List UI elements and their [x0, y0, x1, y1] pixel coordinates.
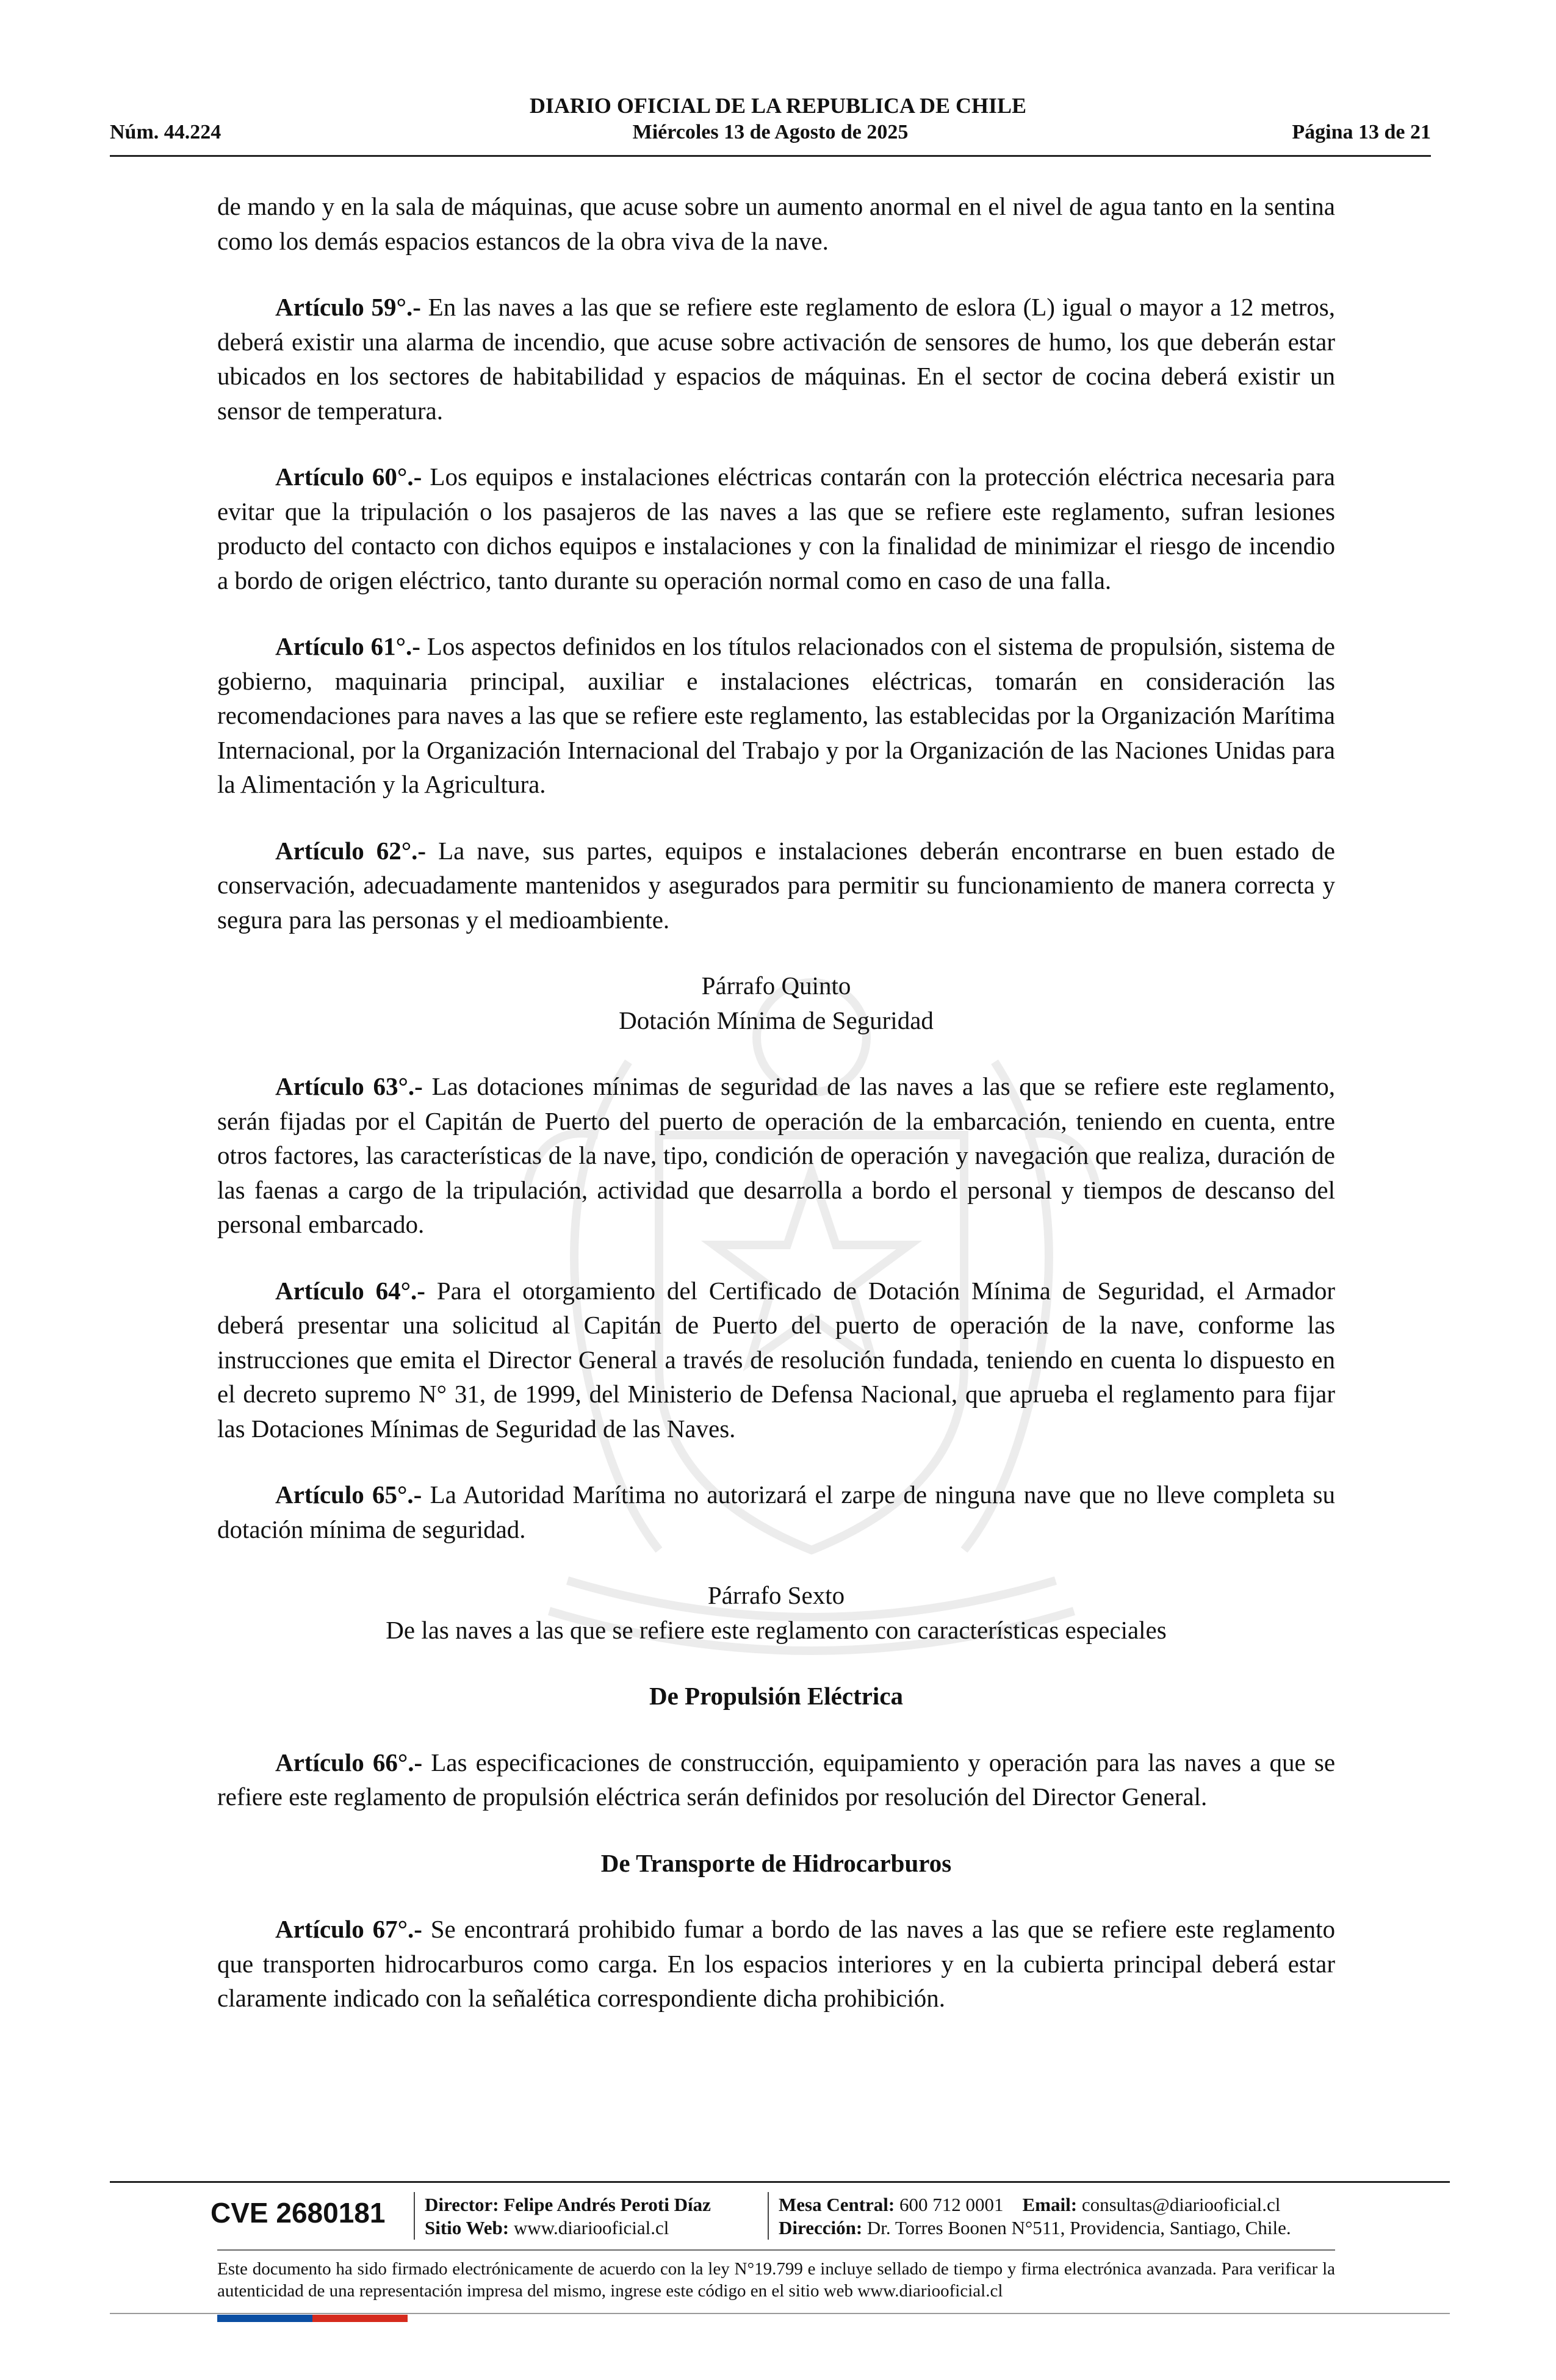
director-name: Felipe Andrés Peroti Díaz	[503, 2194, 711, 2215]
website-label: Sitio Web:	[425, 2217, 510, 2238]
article-61	[217, 629, 1335, 802]
footer-divider-bottom	[110, 2313, 1450, 2314]
article-59	[217, 290, 1335, 428]
footer-director-block	[425, 2193, 711, 2240]
section-number: Párrafo Sexto	[707, 1581, 845, 1609]
article-label: Artículo 62°.-	[275, 836, 427, 865]
address-label: Dirección:	[779, 2217, 863, 2238]
intro-paragraph: de mando y en la sala de máquinas, que acuse sobre un aumento anormal en el nivel de agua tanto en la sentina como los demás espacios estancos de la obra viva de la nave.	[217, 192, 1335, 255]
article-label: Artículo 65°.-	[275, 1480, 422, 1509]
header-row	[110, 121, 1431, 150]
article-text: Se encontrará prohibido fumar a bordo de las naves a las que se refiere este reglamento que transporten hidrocarburos como carga. En los espacios interiores y en la cubierta principal deberá estar claramente indicado con la señalética correspondiente dicha prohibición.	[217, 1915, 1336, 2012]
newspaper-title: DIARIO OFICIAL DE LA REPUBLICA DE CHILE	[529, 93, 1027, 118]
article-65	[217, 1477, 1335, 1546]
article-label: Artículo 59°.-	[275, 293, 421, 321]
article-text: La nave, sus partes, equipos e instalaciones deberán encontrarse en buen estado de conservación, adecuadamente mantenidos y asegurados para permitir su funcionamiento de manera correcta y segura para las personas y el medioambiente.	[217, 836, 1336, 934]
flag-color-bar	[217, 2315, 408, 2322]
issue-number: Núm. 44.224	[110, 121, 222, 143]
email-link[interactable]: consultas@diariooficial.cl	[1081, 2194, 1281, 2215]
article-label: Artículo 66°.-	[275, 1748, 423, 1776]
address-value: Dr. Torres Boonen N°511, Providencia, Santiago, Chile.	[866, 2217, 1291, 2238]
flag-blue-segment	[217, 2315, 312, 2322]
article-62	[217, 834, 1335, 937]
footer-divider-top	[110, 2181, 1450, 2183]
page-indicator: Página 13 de 21	[1292, 121, 1431, 143]
issue-date: Miércoles 13 de Agosto de 2025	[632, 121, 909, 143]
mesa-phone: 600 712 0001	[899, 2194, 1004, 2215]
footer-divider-mid	[217, 2249, 1335, 2251]
section-title: Dotación Mínima de Seguridad	[619, 1006, 934, 1034]
article-label: Artículo 67°.-	[275, 1915, 422, 1943]
section-heading-6	[217, 1578, 1335, 1647]
article-66	[217, 1745, 1335, 1814]
article-text: La Autoridad Marítima no autorizará el zarpe de ninguna nave que no lleve completa su dotación mínima de seguridad.	[217, 1480, 1336, 1543]
legal-notice: Este documento ha sido firmado electrónicamente de acuerdo con la ley N°19.799 e incluye sellado de tiempo y firma electrónica avanzada. Para verificar la autenticidad de una representación impresa del mismo, ingrese este código en el sitio web www.diariooficial.cl	[217, 2259, 1335, 2301]
director-label: Director:	[425, 2194, 499, 2215]
article-text: Las especificaciones de construcción, equipamiento y operación para las naves a que se refiere este reglamento de propulsión eléctrica serán definidos por resolución del Director General.	[217, 1748, 1336, 1811]
article-63	[217, 1069, 1335, 1242]
article-label: Artículo 64°.-	[275, 1276, 425, 1305]
article-text: En las naves a las que se refiere este reglamento de eslora (L) igual o mayor a 12 metros, deberá existir una alarma de incendio, que acuse sobre activación de sensores de humo, los que deberán estar ubicados en los sectores de habitabilidad y espacios de máquinas. En el sector de cocina deberá existir un sensor de temperatura.	[217, 293, 1336, 425]
footer-separator	[768, 2192, 769, 2240]
header-divider	[110, 155, 1431, 157]
section-heading-5	[217, 968, 1335, 1037]
flag-red-segment	[312, 2315, 408, 2322]
article-label: Artículo 63°.-	[275, 1072, 423, 1100]
article-text: Los equipos e instalaciones eléctricas contarán con la protección eléctrica necesaria para evitar que la tripulación o los pasajeros de las naves a las que se refiere este reglamento, sufran lesiones producto del contacto con dichos equipos e instalaciones y con la finalidad de minimizar el riesgo de incendio a bordo de origen eléctrico, tanto durante su operación normal como en caso de una falla.	[217, 463, 1336, 594]
article-label: Artículo 60°.-	[275, 463, 422, 491]
subsection-electric-propulsion: De Propulsión Eléctrica	[649, 1682, 904, 1710]
email-label: Email:	[1022, 2194, 1078, 2215]
document-body	[217, 189, 1335, 2047]
section-title: De las naves a las que se refiere este reglamento con características especiales	[386, 1615, 1167, 1644]
website-link[interactable]: www.diariooficial.cl	[513, 2217, 669, 2238]
article-67	[217, 1912, 1335, 2016]
article-label: Artículo 61°.-	[275, 632, 420, 660]
article-64	[217, 1274, 1335, 1446]
footer-separator	[414, 2192, 415, 2240]
cve-code: CVE 2680181	[211, 2197, 386, 2229]
section-number: Párrafo Quinto	[701, 972, 851, 1000]
mesa-label: Mesa Central:	[779, 2194, 895, 2215]
article-60	[217, 460, 1335, 597]
article-text: Los aspectos definidos en los títulos relacionados con el sistema de propulsión, sistema de gobierno, maquinaria principal, auxiliar e instalaciones eléctricas, tomarán en consideración las recomendaciones para naves a las que se refiere este reglamento, las establecidas por la Organización Marítima Internacional, por la Organización Internacional del Trabajo y por la Organización de las Naciones Unidas para la Alimentación y la Agricultura.	[217, 632, 1336, 798]
subsection-hydrocarbon-transport: De Transporte de Hidrocarburos	[600, 1848, 952, 1877]
article-text: Para el otorgamiento del Certificado de Dotación Mínima de Seguridad, el Armador deberá presentar una solicitud al Capitán de Puerto del puerto de operación de la nave, conforme las instrucciones que emita el Director General a través de resolución fundada, teniendo en cuenta lo dispuesto en el decreto supremo N° 31, de 1999, del Ministerio de Defensa Nacional, que aprueba el reglamento para fijar las Dotaciones Mínimas de Seguridad de las Naves.	[217, 1276, 1336, 1443]
footer-contact-block	[779, 2193, 1291, 2240]
article-text: Las dotaciones mínimas de seguridad de las naves a las que se refiere este reglamento, serán fijadas por el Capitán de Puerto del puerto de operación de la embarcación, teniendo en cuenta, entre otros factores, las características de la nave, tipo, condición de operación y navegación que realiza, duración de las faenas a cargo de la tripulación, actividad que desarrolla a bordo el personal y tiempos de descanso del personal embarcado.	[217, 1072, 1335, 1238]
